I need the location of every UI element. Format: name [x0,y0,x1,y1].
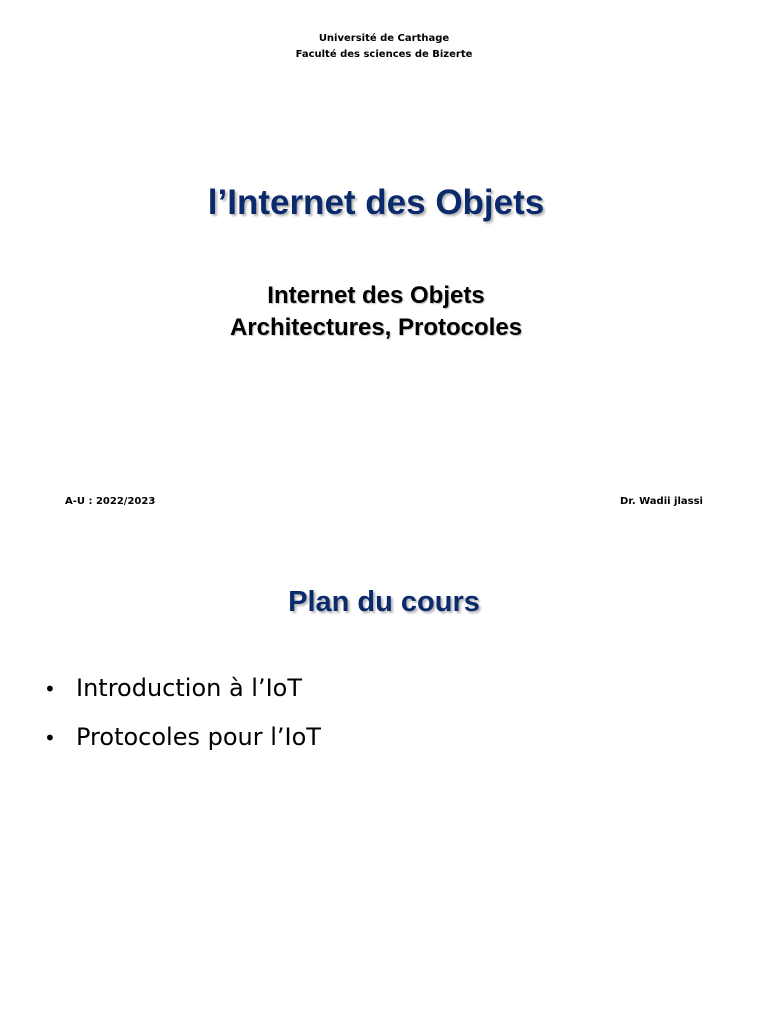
plan-title: Plan du cours [288,586,480,618]
list-item-text: Protocoles pour l’IoT [76,723,321,751]
author-name: Dr. Wadii jlassi [620,496,703,507]
presentation-subtitle [0,280,752,344]
institution-header [0,31,768,63]
university-name: Université de Carthage [318,33,450,44]
bullet-icon: • [44,677,56,701]
bullet-icon: • [44,726,56,750]
plan-list [44,664,321,762]
academic-year: A-U : 2022/2023 [65,496,156,507]
list-item [44,664,321,713]
list-item [44,713,321,762]
plan-slide [0,540,768,1024]
faculty-name: Faculté des sciences de Bizerte [295,49,473,60]
list-item-text: Introduction à l’IoT [76,674,303,702]
subtitle-line-1: Internet des Objets [267,282,485,309]
subtitle-line-2: Architectures, Protocoles [229,314,523,341]
presentation-title: l’Internet des Objets [207,183,545,222]
